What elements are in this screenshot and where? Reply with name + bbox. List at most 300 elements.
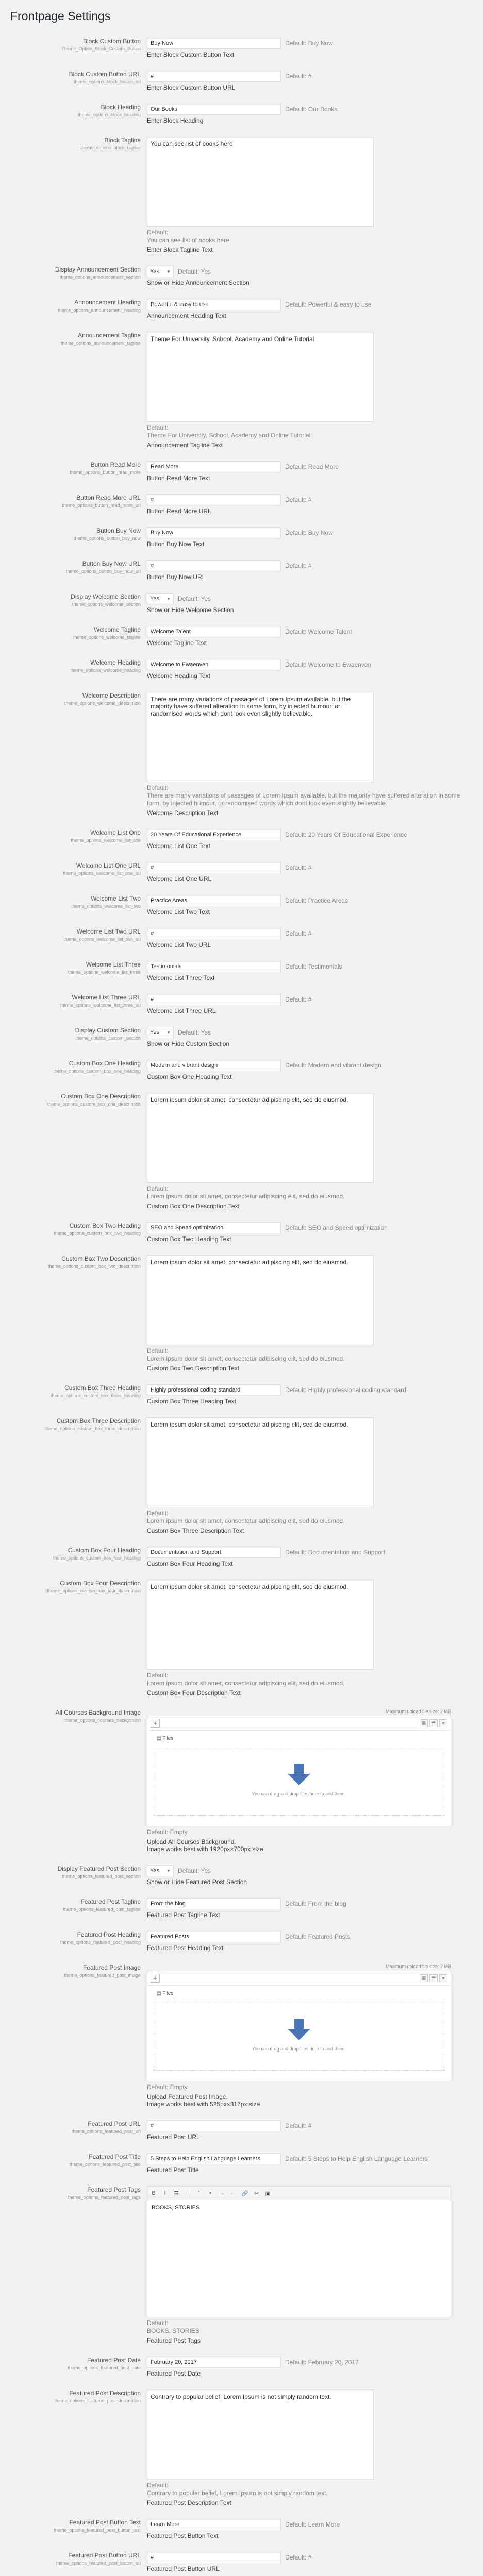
field-description: Custom Box Two Heading Text bbox=[147, 1235, 231, 1243]
default-value: Default: You can see list of books here bbox=[147, 229, 229, 244]
default-value: Default: Yes bbox=[178, 268, 211, 275]
add-file-icon[interactable]: + bbox=[151, 1719, 160, 1728]
setting-row bbox=[10, 1248, 473, 1377]
setting-title: Featured Post Tags bbox=[87, 2186, 141, 2193]
setting-label bbox=[10, 928, 147, 948]
setting-label bbox=[10, 299, 147, 319]
setting-title: Welcome List Two URL bbox=[76, 928, 141, 935]
yes-no-select[interactable] bbox=[147, 266, 174, 277]
text-input[interactable] bbox=[147, 461, 281, 472]
setting-title: Featured Post Date bbox=[87, 2357, 141, 2364]
default-value: Default: SEO and Speed optimization bbox=[285, 1224, 388, 1231]
text-input[interactable] bbox=[147, 2120, 281, 2131]
view-switch bbox=[420, 1974, 447, 1982]
setting-row bbox=[10, 520, 473, 553]
field-description: Featured Post Tagline Text bbox=[147, 1911, 220, 1919]
field-line bbox=[147, 461, 473, 472]
text-input[interactable] bbox=[147, 1222, 281, 1233]
field-description: Welcome Heading Text bbox=[147, 672, 210, 680]
setting-row bbox=[10, 1858, 473, 1891]
default-value: Default: Buy Now bbox=[285, 529, 333, 536]
setting-label bbox=[10, 593, 147, 614]
field-line bbox=[147, 1931, 473, 1942]
list-icon[interactable]: • bbox=[209, 2190, 211, 2196]
setting-label bbox=[10, 1417, 147, 1534]
setting-id: theme_options_welcome_list_three_url bbox=[60, 1003, 141, 1008]
download-arrow-icon bbox=[288, 2029, 310, 2040]
field-line bbox=[147, 494, 473, 505]
field-line bbox=[147, 1384, 473, 1396]
text-input[interactable] bbox=[147, 895, 281, 906]
setting-label bbox=[10, 659, 147, 680]
setting-id: theme_options_welcome_list_three bbox=[68, 970, 141, 975]
list-view-icon[interactable]: ☰ bbox=[429, 1719, 438, 1727]
setting-title: Custom Box One Description bbox=[61, 1093, 141, 1100]
default-value: Default: # bbox=[285, 73, 312, 80]
field-line bbox=[147, 1060, 473, 1071]
text-input[interactable] bbox=[147, 527, 281, 538]
setting-label bbox=[10, 2120, 147, 2141]
field-description: Custom Box Four Heading Text bbox=[147, 1560, 233, 1567]
field-line bbox=[147, 560, 473, 571]
field-description: Show or Hide Featured Post Section bbox=[147, 1878, 247, 1886]
text-input[interactable] bbox=[147, 626, 281, 637]
setting-label bbox=[10, 829, 147, 850]
files-tab-label: Files bbox=[162, 1736, 174, 1741]
setting-field bbox=[147, 1964, 473, 2108]
setting-row bbox=[10, 1572, 473, 1702]
field-description: Welcome List Three Text bbox=[147, 974, 215, 981]
field-description: Show or Hide Announcement Section bbox=[147, 279, 249, 286]
default-value: Default: # bbox=[285, 996, 312, 1003]
field-line bbox=[147, 1222, 473, 1233]
setting-field bbox=[147, 71, 473, 91]
field-description: Featured Post Tags bbox=[147, 2337, 201, 2344]
text-input[interactable] bbox=[147, 1384, 281, 1396]
quote-icon[interactable]: “ bbox=[198, 2190, 200, 2196]
field-line bbox=[147, 1547, 473, 1558]
align-icon[interactable]: ≡ bbox=[186, 2190, 190, 2196]
default-value: Default: Featured Posts bbox=[285, 1933, 351, 1940]
field-description: Welcome List One URL bbox=[147, 875, 212, 883]
setting-id: theme_options_featured_post_button_url bbox=[56, 2561, 141, 2566]
setting-field bbox=[147, 1027, 473, 1047]
yes-no-select[interactable] bbox=[147, 1865, 174, 1876]
setting-row bbox=[10, 987, 473, 1020]
setting-field bbox=[147, 862, 473, 883]
field-line bbox=[147, 593, 473, 604]
setting-field bbox=[147, 1931, 473, 1952]
field-description: Welcome List Two URL bbox=[147, 941, 211, 948]
field-description: Enter Block Heading bbox=[147, 117, 204, 124]
field-line bbox=[147, 862, 473, 873]
upload-limit-note: Maximum upload file size: 2 MB bbox=[385, 1964, 451, 1969]
default-value: Default: Yes bbox=[178, 1029, 211, 1036]
uploader-body bbox=[147, 1986, 451, 2071]
setting-title: Welcome Tagline bbox=[94, 626, 141, 633]
setting-row bbox=[10, 685, 473, 822]
paragraph-icon[interactable]: ☰ bbox=[174, 2190, 179, 2197]
text-input[interactable] bbox=[147, 299, 281, 310]
setting-row bbox=[10, 63, 473, 96]
setting-row bbox=[10, 1891, 473, 1924]
setting-field bbox=[147, 299, 473, 319]
setting-row bbox=[10, 259, 473, 292]
indent-icon[interactable]: → bbox=[219, 2190, 225, 2196]
setting-field bbox=[147, 2552, 473, 2572]
textarea-input[interactable]: Contrary to popular belief, Lorem Ipsum is not simply random text. bbox=[147, 2389, 374, 2480]
setting-label bbox=[10, 1222, 147, 1243]
chevron-down-icon: ▼ bbox=[166, 1030, 171, 1035]
setting-title: Featured Post URL bbox=[88, 2120, 141, 2127]
setting-id: theme_options_custom_section bbox=[75, 1036, 141, 1041]
field-line bbox=[147, 527, 473, 538]
default-value: Default: Learn More bbox=[285, 2521, 340, 2528]
setting-title: Welcome List One bbox=[90, 829, 141, 836]
setting-label bbox=[10, 2357, 147, 2377]
default-value: Default: From the blog bbox=[285, 1900, 346, 1907]
setting-row bbox=[10, 553, 473, 586]
default-value: Default: Practice Areas bbox=[285, 897, 348, 904]
folder-icon: ▤ bbox=[156, 1991, 163, 1996]
setting-id: theme_options_announcement_tagline bbox=[60, 341, 141, 346]
default-value: Default: Lorem ipsum dolor sit amet, consectetur adipiscing elit, sed do eiusmod. bbox=[147, 1185, 345, 1200]
add-file-icon[interactable]: + bbox=[151, 1974, 160, 1983]
setting-label bbox=[10, 1931, 147, 1952]
default-value: Default: # bbox=[285, 864, 312, 871]
text-input[interactable] bbox=[147, 2153, 281, 2164]
setting-label bbox=[10, 527, 147, 548]
setting-id: theme_options_featured_post_button_text bbox=[54, 2528, 141, 2533]
default-value: Default: 20 Years Of Educational Experience bbox=[285, 831, 407, 838]
setting-title: Custom Box Two Heading bbox=[69, 1222, 141, 1229]
setting-field bbox=[147, 38, 473, 58]
yes-no-select[interactable] bbox=[147, 593, 174, 604]
setting-field bbox=[147, 1222, 473, 1243]
default-value: Default: # bbox=[285, 562, 312, 569]
tree-view-icon[interactable]: ≡ bbox=[439, 1974, 447, 1982]
settings-form bbox=[10, 30, 473, 2576]
default-value: Default: 5 Steps to Help English Language Learners bbox=[285, 2155, 428, 2162]
setting-row bbox=[10, 1053, 473, 1086]
field-description: Announcement Tagline Text bbox=[147, 442, 223, 449]
setting-row bbox=[10, 619, 473, 652]
setting-id: theme_options_featured_post_date bbox=[68, 2365, 141, 2370]
setting-label bbox=[10, 2552, 147, 2572]
field-description: Welcome List Three URL bbox=[147, 1007, 216, 1014]
field-description: Featured Post Title bbox=[147, 2166, 199, 2174]
textarea-input[interactable]: Lorem ipsum dolor sit amet, consectetur adipiscing elit, sed do eiusmod. bbox=[147, 1417, 374, 1507]
field-description: Custom Box One Description Text bbox=[147, 1202, 240, 1210]
setting-row bbox=[10, 586, 473, 619]
bold-icon[interactable]: B bbox=[152, 2190, 156, 2196]
field-line bbox=[147, 626, 473, 637]
setting-field bbox=[147, 1547, 473, 1567]
setting-title: Custom Box Four Description bbox=[60, 1580, 141, 1587]
field-description: Announcement Heading Text bbox=[147, 312, 226, 319]
editor-toolbar bbox=[147, 2187, 451, 2200]
text-input[interactable] bbox=[147, 560, 281, 571]
textarea-input[interactable]: Lorem ipsum dolor sit amet, consectetur adipiscing elit, sed do eiusmod. bbox=[147, 1093, 374, 1183]
link-icon[interactable]: 🔗 bbox=[241, 2190, 248, 2197]
setting-field bbox=[147, 1709, 473, 1853]
files-tab[interactable] bbox=[154, 1989, 176, 1998]
setting-id: theme_options_welcome_list_one bbox=[71, 838, 141, 843]
setting-title: Button Buy Now bbox=[96, 527, 141, 534]
field-description: Welcome Description Text bbox=[147, 809, 219, 817]
text-input[interactable] bbox=[147, 104, 281, 115]
field-description: Show or Hide Welcome Section bbox=[147, 606, 234, 614]
setting-title: Display Custom Section bbox=[75, 1027, 141, 1034]
setting-id: theme_options_featured_post_tags bbox=[68, 2195, 141, 2200]
setting-id: theme_options_featured_post_section bbox=[62, 1874, 141, 1879]
setting-title: All Courses Background Image bbox=[55, 1709, 141, 1716]
select-value: Yes bbox=[150, 268, 159, 275]
setting-row bbox=[10, 1410, 473, 1539]
setting-id: theme_options_block_button_url bbox=[73, 79, 141, 84]
text-input[interactable] bbox=[147, 2357, 281, 2368]
setting-row bbox=[10, 652, 473, 685]
setting-label bbox=[10, 266, 147, 286]
setting-title: Welcome Description bbox=[82, 692, 141, 699]
setting-row bbox=[10, 454, 473, 487]
setting-title: Button Read More bbox=[90, 461, 141, 468]
setting-field bbox=[147, 104, 473, 124]
setting-field bbox=[147, 1093, 473, 1210]
textarea-input[interactable]: Theme For University, School, Academy and Online Tutorial bbox=[147, 332, 374, 422]
drop-zone[interactable] bbox=[154, 1748, 444, 1816]
grid-view-icon[interactable]: ▦ bbox=[420, 1974, 428, 1982]
setting-title: Custom Box Four Heading bbox=[68, 1547, 141, 1554]
default-value: Default: Highly professional coding standard bbox=[285, 1386, 406, 1394]
setting-label bbox=[10, 71, 147, 91]
default-value: Default: February 20, 2017 bbox=[285, 2359, 359, 2366]
field-line bbox=[147, 2357, 473, 2368]
setting-row bbox=[10, 1020, 473, 1053]
setting-row bbox=[10, 1215, 473, 1248]
textarea-input[interactable]: Lorem ipsum dolor sit amet, consectetur adipiscing elit, sed do eiusmod. bbox=[147, 1255, 374, 1345]
setting-title: Welcome Heading bbox=[90, 659, 141, 666]
setting-title: Block Custom Button URL bbox=[69, 71, 141, 78]
setting-title: Display Welcome Section bbox=[71, 593, 141, 600]
text-input[interactable] bbox=[147, 862, 281, 873]
setting-field bbox=[147, 560, 473, 581]
field-line bbox=[147, 1027, 473, 1038]
default-value: Default: BOOKS, STORIES bbox=[147, 2319, 199, 2334]
uploader-toolbar bbox=[147, 1716, 451, 1731]
setting-id: theme_options_button_buy_now_url bbox=[65, 569, 141, 574]
setting-field bbox=[147, 2389, 473, 2506]
setting-id: theme_options_welcome_list_one_url bbox=[63, 871, 141, 876]
text-input[interactable] bbox=[147, 961, 281, 972]
setting-label bbox=[10, 1898, 147, 1919]
field-description: Upload Featured Post Image. Image works best with 525px×317px size bbox=[147, 2093, 260, 2108]
setting-row bbox=[10, 1539, 473, 1572]
outdent-icon[interactable]: ← bbox=[230, 2190, 236, 2196]
editor-content[interactable]: BOOKS, STORIES bbox=[152, 2205, 200, 2211]
default-value: Default: Contrary to popular belief, Lorem Ipsum is not simply random text. bbox=[147, 2482, 328, 2497]
default-value: Default: Buy Now bbox=[285, 40, 333, 47]
default-value: Default: Empty bbox=[147, 2083, 188, 2091]
field-description: Custom Box Three Description Text bbox=[147, 1527, 244, 1534]
text-input[interactable] bbox=[147, 1898, 281, 1909]
setting-title: Announcement Tagline bbox=[78, 332, 141, 339]
field-line bbox=[147, 299, 473, 310]
text-input[interactable] bbox=[147, 1060, 281, 1071]
setting-id: theme_options_welcome_tagline bbox=[73, 635, 141, 640]
setting-id: theme_options_block_heading bbox=[77, 112, 141, 117]
field-description: Enter Block Custom Button URL bbox=[147, 84, 236, 91]
setting-label bbox=[10, 137, 147, 253]
select-value: Yes bbox=[150, 1868, 159, 1874]
field-description: Custom Box Four Description Text bbox=[147, 1689, 241, 1697]
setting-id: theme_options_courses_background bbox=[64, 1718, 141, 1723]
setting-field bbox=[147, 1898, 473, 1919]
setting-field bbox=[147, 1865, 473, 1886]
default-value: Default: Lorem ipsum dolor sit amet, consectetur adipiscing elit, sed do eiusmod. bbox=[147, 1347, 345, 1362]
default-value: Default: Powerful & easy to use bbox=[285, 301, 372, 308]
default-value: Default: There are many variations of passages of Lorem Ipsum available, but the majority have suffered alteration in some form, by injected humour, or randomised words which dont look even slightly believable. bbox=[147, 784, 460, 807]
setting-row bbox=[10, 2382, 473, 2512]
setting-label bbox=[10, 862, 147, 883]
setting-title: Welcome List Three URL bbox=[72, 994, 141, 1001]
text-input[interactable] bbox=[147, 71, 281, 82]
list-view-icon[interactable]: ☰ bbox=[429, 1974, 438, 1982]
text-input[interactable] bbox=[147, 829, 281, 840]
setting-id: theme_options_featured_post_title bbox=[69, 2162, 141, 2167]
setting-title: Featured Post Button URL bbox=[68, 2552, 141, 2559]
default-value: Default: Yes bbox=[178, 595, 211, 602]
setting-label bbox=[10, 332, 147, 449]
setting-title: Welcome List Two bbox=[91, 895, 141, 902]
text-input[interactable] bbox=[147, 659, 281, 670]
setting-id: theme_options_custom_box_four_heading bbox=[53, 1555, 141, 1561]
default-value: Default: Our Books bbox=[285, 106, 338, 113]
uploader-body bbox=[147, 1731, 451, 1816]
text-input[interactable] bbox=[147, 994, 281, 1005]
textarea-input[interactable]: You can see list of books here bbox=[147, 137, 374, 227]
unlink-icon[interactable]: ✂ bbox=[254, 2190, 259, 2197]
setting-id: theme_options_custom_box_two_description bbox=[47, 1264, 141, 1269]
default-value: Default: Welcome to Ewaenven bbox=[285, 661, 372, 668]
text-input[interactable] bbox=[147, 2552, 281, 2563]
tree-view-icon[interactable]: ≡ bbox=[439, 1719, 447, 1727]
setting-label bbox=[10, 2153, 147, 2174]
setting-id: theme_options_featured_post_image bbox=[64, 1973, 141, 1978]
text-input[interactable] bbox=[147, 1547, 281, 1558]
setting-field bbox=[147, 829, 473, 850]
image-icon[interactable]: ▣ bbox=[265, 2190, 271, 2197]
files-tab[interactable] bbox=[154, 1734, 176, 1743]
textarea-input[interactable]: There are many variations of passages of Lorem Ipsum available, but the majority have suffered alteration in some form, by injected humour, or randomised words which dont look even slightly believable. bbox=[147, 692, 374, 782]
setting-field bbox=[147, 2519, 473, 2539]
field-line bbox=[147, 895, 473, 906]
setting-field bbox=[147, 659, 473, 680]
setting-field bbox=[147, 928, 473, 948]
field-line bbox=[147, 994, 473, 1005]
default-value: Default: Read More bbox=[285, 463, 339, 470]
setting-label bbox=[10, 1060, 147, 1080]
setting-id: Theme_Option_Block_Custom_Button bbox=[61, 46, 141, 52]
setting-row bbox=[10, 822, 473, 855]
field-description: Welcome List Two Text bbox=[147, 908, 210, 916]
setting-id: theme_options_featured_post_tagline bbox=[63, 1907, 141, 1912]
setting-title: Custom Box One Heading bbox=[69, 1060, 141, 1067]
chevron-down-icon: ▼ bbox=[166, 596, 171, 601]
setting-row bbox=[10, 855, 473, 888]
drop-zone-text: You can drag and drop files here to add them. bbox=[252, 2046, 346, 2052]
setting-field bbox=[147, 2120, 473, 2141]
field-line bbox=[147, 829, 473, 840]
setting-title: Featured Post Tagline bbox=[80, 1898, 141, 1905]
setting-id: theme_options_custom_box_two_heading bbox=[54, 1231, 141, 1236]
setting-id: theme_options_welcome_heading bbox=[70, 668, 141, 673]
setting-row bbox=[10, 1377, 473, 1410]
drop-zone-text: You can drag and drop files here to add them. bbox=[252, 1791, 346, 1797]
setting-label bbox=[10, 1255, 147, 1372]
field-description: Button Read More URL bbox=[147, 507, 211, 515]
field-description: Featured Post Button URL bbox=[147, 2565, 220, 2572]
setting-field bbox=[147, 527, 473, 548]
setting-id: theme_options_custom_box_one_description bbox=[47, 1101, 141, 1107]
setting-field bbox=[147, 266, 473, 286]
setting-id: theme_options_featured_post_heading bbox=[60, 1940, 141, 1945]
setting-id: theme_options_welcome_section bbox=[72, 602, 141, 607]
setting-field bbox=[147, 2153, 473, 2174]
setting-id: theme_options_custom_box_four_description bbox=[47, 1588, 141, 1594]
setting-row bbox=[10, 292, 473, 325]
setting-title: Display Featured Post Section bbox=[57, 1865, 141, 1872]
text-input[interactable] bbox=[147, 928, 281, 939]
yes-no-select[interactable] bbox=[147, 1027, 174, 1038]
field-description: Welcome List One Text bbox=[147, 842, 210, 850]
text-input[interactable] bbox=[147, 494, 281, 505]
italic-icon[interactable]: I bbox=[164, 2190, 166, 2196]
setting-title: Custom Box Three Heading bbox=[64, 1384, 141, 1392]
setting-title: Button Read More URL bbox=[76, 494, 141, 501]
field-description: Enter Block Tagline Text bbox=[147, 246, 213, 253]
field-description: Custom Box One Heading Text bbox=[147, 1073, 232, 1080]
field-description: Welcome Tagline Text bbox=[147, 639, 207, 647]
setting-field bbox=[147, 461, 473, 482]
field-description: Button Buy Now Text bbox=[147, 540, 205, 548]
default-value: Default: Empty bbox=[147, 1828, 188, 1836]
text-input[interactable] bbox=[147, 38, 281, 49]
setting-field bbox=[147, 2186, 473, 2344]
setting-row bbox=[10, 2179, 473, 2349]
setting-label bbox=[10, 2389, 147, 2506]
setting-field bbox=[147, 895, 473, 916]
field-line bbox=[147, 71, 473, 82]
setting-row bbox=[10, 487, 473, 520]
text-input[interactable] bbox=[147, 1931, 281, 1942]
grid-view-icon[interactable]: ▦ bbox=[420, 1719, 428, 1727]
setting-title: Block Tagline bbox=[104, 137, 141, 144]
setting-label bbox=[10, 1093, 147, 1210]
textarea-input[interactable]: Lorem ipsum dolor sit amet, consectetur adipiscing elit, sed do eiusmod. bbox=[147, 1580, 374, 1670]
text-input[interactable] bbox=[147, 2519, 281, 2530]
drop-zone[interactable] bbox=[154, 2003, 444, 2071]
setting-label bbox=[10, 1709, 147, 1853]
setting-id: theme_options_featured_post_description bbox=[54, 2398, 141, 2403]
view-switch bbox=[420, 1719, 447, 1727]
setting-row bbox=[10, 1086, 473, 1215]
setting-row bbox=[10, 1924, 473, 1957]
setting-label bbox=[10, 104, 147, 124]
setting-field bbox=[147, 593, 473, 614]
setting-id: theme_options_featured_post_url bbox=[71, 2129, 141, 2134]
setting-row bbox=[10, 888, 473, 921]
